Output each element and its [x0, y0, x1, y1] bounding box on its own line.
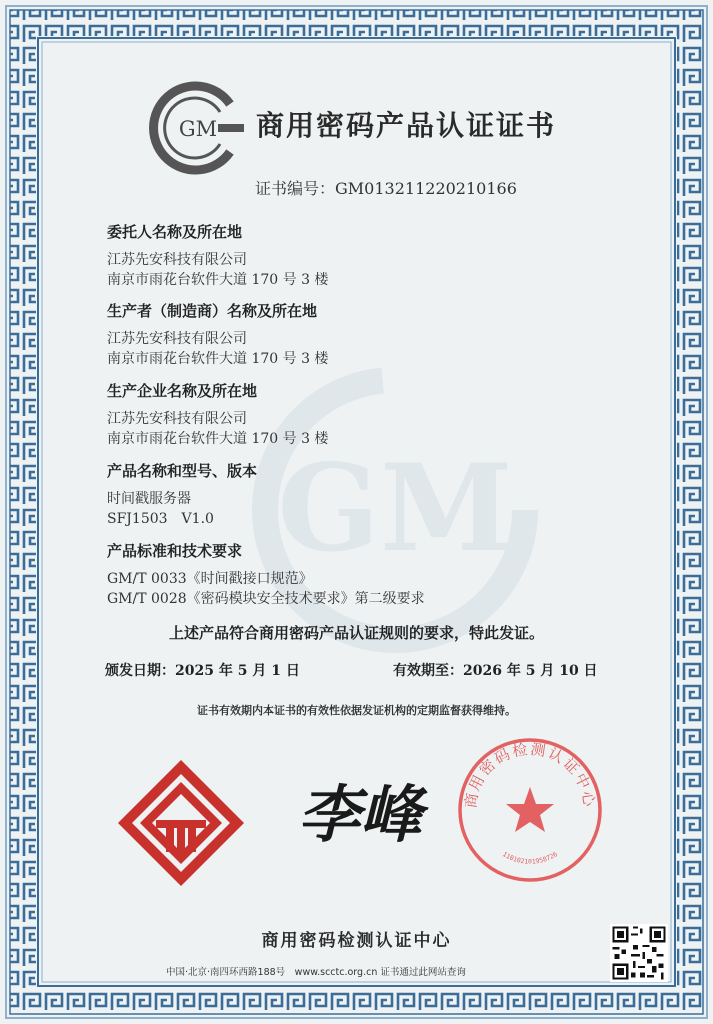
certificate-number [255, 176, 517, 199]
section-heading: 产品名称和型号、版本 [107, 462, 258, 480]
section-line: 江苏先安科技有限公司 [107, 331, 247, 347]
seal-stamp-icon [455, 735, 605, 885]
issue-date-value: 2025 年 5 月 1 日 [175, 663, 300, 679]
section-line: 江苏先安科技有限公司 [107, 252, 247, 268]
section-production-enterprise [107, 381, 328, 449]
issue-date-label: 颁发日期： [105, 663, 175, 679]
cert-no-label: 证书编号： [255, 179, 336, 198]
logo-text: GM [178, 117, 218, 141]
section-line: GM/T 0028《密码模块安全技术要求》第二级要求 [107, 591, 425, 607]
section-heading: 产品标准和技术要求 [107, 542, 243, 560]
section-entrusting-party [107, 222, 328, 290]
validity-note: 证书有效期内本证书的有效性依据发证机构的定期监督获得维持。 [197, 704, 516, 717]
cert-no-value: GM013211220210166 [335, 179, 517, 198]
certificate-title: 商用密码产品认证证书 [256, 109, 557, 142]
section-line: 南京市雨花台软件大道 170 号 3 楼 [107, 351, 329, 367]
section-standards [107, 541, 425, 609]
red-emblem-icon [116, 758, 246, 888]
issue-date [105, 660, 300, 680]
seal-number: 110102101958726 [501, 850, 559, 866]
section-line: 南京市雨花台软件大道 170 号 3 楼 [107, 431, 329, 447]
section-heading: 生产企业名称及所在地 [107, 382, 258, 400]
section-product-model [107, 461, 257, 529]
conformity-declaration: 上述产品符合商用密码产品认证规则的要求，特此发证。 [168, 624, 544, 642]
section-line: 南京市雨花台软件大道 170 号 3 楼 [107, 272, 329, 288]
section-line: SFJ1503 V1.0 [107, 511, 214, 527]
watermark-text: GM [277, 438, 513, 579]
section-line: 时间戳服务器 [107, 491, 191, 507]
valid-until-label: 有效期至： [393, 663, 463, 679]
valid-until [393, 660, 598, 680]
issuing-body: 商用密码检测认证中心 [261, 931, 452, 951]
signature [280, 770, 440, 860]
footer-address: 中国·北京·南四环西路188号 www.scctc.org.cn 证书通过此网站查询 [166, 967, 466, 978]
section-manufacturer [107, 301, 328, 369]
svg-text:110102101958726 [501, 850, 559, 866]
section-line: GM/T 0033《时间戳接口规范》 [107, 571, 313, 587]
valid-until-value: 2026 年 5 月 10 日 [463, 663, 598, 679]
section-heading: 委托人名称及所在地 [107, 223, 243, 241]
signature-text: 李峰 [297, 778, 423, 851]
qr-code-icon [610, 924, 668, 982]
section-line: 江苏先安科技有限公司 [107, 411, 247, 427]
gm-logo-icon [148, 78, 248, 178]
seal-text: 商用密码检测认证中心 [461, 739, 599, 810]
section-heading: 生产者（制造商）名称及所在地 [107, 302, 318, 320]
